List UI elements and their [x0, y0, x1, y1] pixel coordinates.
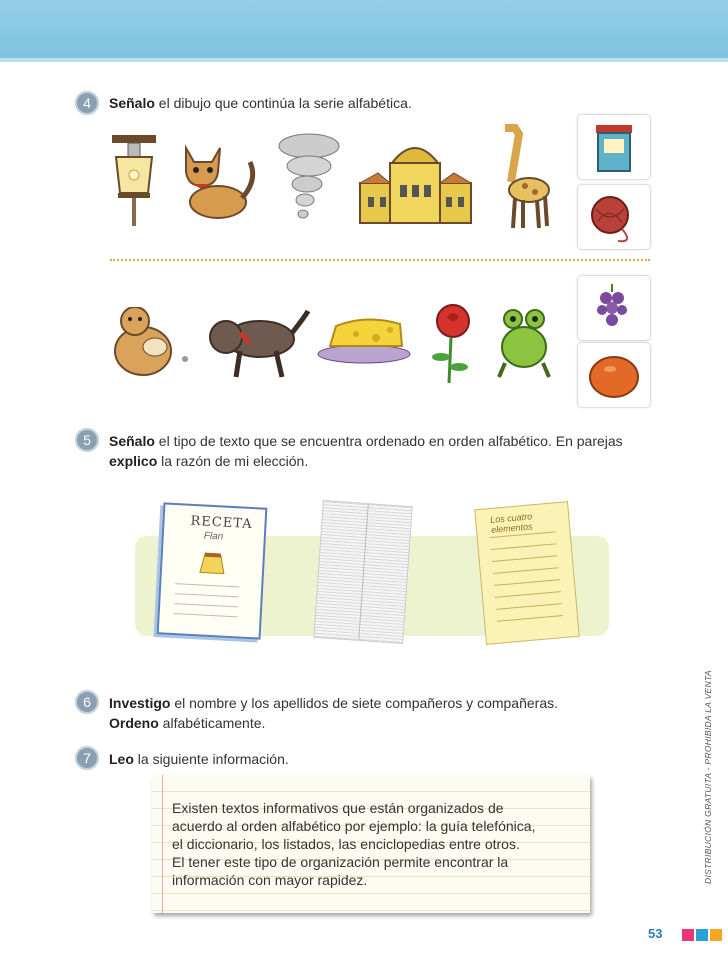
activity-5-verb-1: Señalo	[109, 433, 155, 449]
scroll-line	[493, 567, 559, 574]
recipe-line	[175, 583, 239, 587]
grapes-icon	[578, 276, 650, 340]
palace-icon	[358, 135, 473, 225]
activity-7-text: la siguiente información.	[133, 751, 289, 767]
scroll-line	[491, 543, 557, 550]
activity-6-verb-1: Investigo	[109, 695, 171, 711]
top-color-band	[0, 0, 728, 62]
kiosk-icon	[578, 115, 650, 179]
activity-number-7: 7	[75, 746, 99, 770]
scroll-line	[496, 603, 562, 610]
activity-number-5: 5	[75, 428, 99, 452]
giraffe-icon	[495, 122, 555, 232]
scroll-line	[495, 591, 561, 598]
frog-icon	[495, 307, 553, 379]
rose-icon	[425, 303, 477, 385]
info-note-line: información con mayor rapidez.	[172, 872, 368, 888]
activity-5-text-1: el tipo de texto que se encuentra ordenado en orden alfabético. En parejas	[154, 433, 623, 449]
recipe-title: RECETA	[190, 513, 253, 533]
activity-5-verb-2: explico	[109, 453, 158, 469]
scroll-line	[494, 579, 560, 586]
activity-7-verb: Leo	[109, 751, 134, 767]
cheese-icon	[316, 312, 412, 364]
activity-5-text-2: la razón de mi elección.	[157, 453, 309, 469]
activity-4-verb: Señalo	[109, 95, 155, 111]
dotted-divider	[110, 259, 650, 261]
activity-6-text-2: alfabéticamente.	[158, 715, 266, 731]
activity-6-text-1: el nombre y los apellidos de siete compañeros y compañeras.	[170, 695, 559, 711]
orange-icon	[578, 343, 650, 407]
option-orange[interactable]	[577, 342, 651, 408]
activity-4-instruction	[109, 93, 412, 113]
info-note-line: acuerdo al orden alfabético por ejemplo: la guía telefónica,	[172, 818, 536, 834]
activity-5-instruction	[109, 431, 669, 471]
color-square	[696, 929, 708, 941]
scroll-line	[492, 555, 558, 562]
side-disclaimer: DISTRIBUCIÓN GRATUITA - PROHIBIDA LA VENTA	[703, 670, 713, 884]
recipe-line	[174, 613, 238, 617]
page-number: 53	[648, 926, 663, 941]
activity-number-6: 6	[75, 690, 99, 714]
info-note-line: El tener este tipo de organización permite encontrar la	[172, 854, 509, 870]
option-kiosk[interactable]	[577, 114, 651, 180]
flan-icon	[192, 546, 234, 578]
activity-7-instruction	[109, 749, 289, 769]
scroll-line	[497, 615, 563, 622]
phone-directory-document[interactable]	[313, 500, 412, 644]
recipe-document[interactable]	[157, 502, 268, 639]
option-grapes[interactable]	[577, 275, 651, 341]
color-square	[710, 929, 722, 941]
info-note-line: el diccionario, los listados, las enciclopedias entre otros.	[172, 836, 520, 852]
cat-icon	[172, 140, 260, 222]
recipe-line	[175, 593, 239, 597]
recipe-line	[174, 603, 238, 607]
scroll-document[interactable]	[474, 501, 579, 645]
lamp-icon	[108, 133, 160, 228]
hamster-icon	[105, 307, 195, 379]
info-note-line: Existen textos informativos que están organizados de	[172, 800, 504, 816]
activity-6-verb-2: Ordeno	[109, 715, 159, 731]
color-square	[682, 929, 694, 941]
activity-4-text: el dibujo que continúa la serie alfabética.	[154, 95, 412, 111]
recipe-subtitle: Flan	[203, 530, 224, 543]
activity-number-4: 4	[75, 91, 99, 115]
tornado-icon	[275, 130, 343, 230]
activity-6-instruction	[109, 693, 669, 733]
scroll-title: Los cuatro elementos	[489, 511, 533, 535]
dog-icon	[200, 303, 312, 381]
yarn-ball-icon	[578, 185, 650, 249]
option-yarn[interactable]	[577, 184, 651, 250]
info-note-text	[172, 799, 572, 889]
